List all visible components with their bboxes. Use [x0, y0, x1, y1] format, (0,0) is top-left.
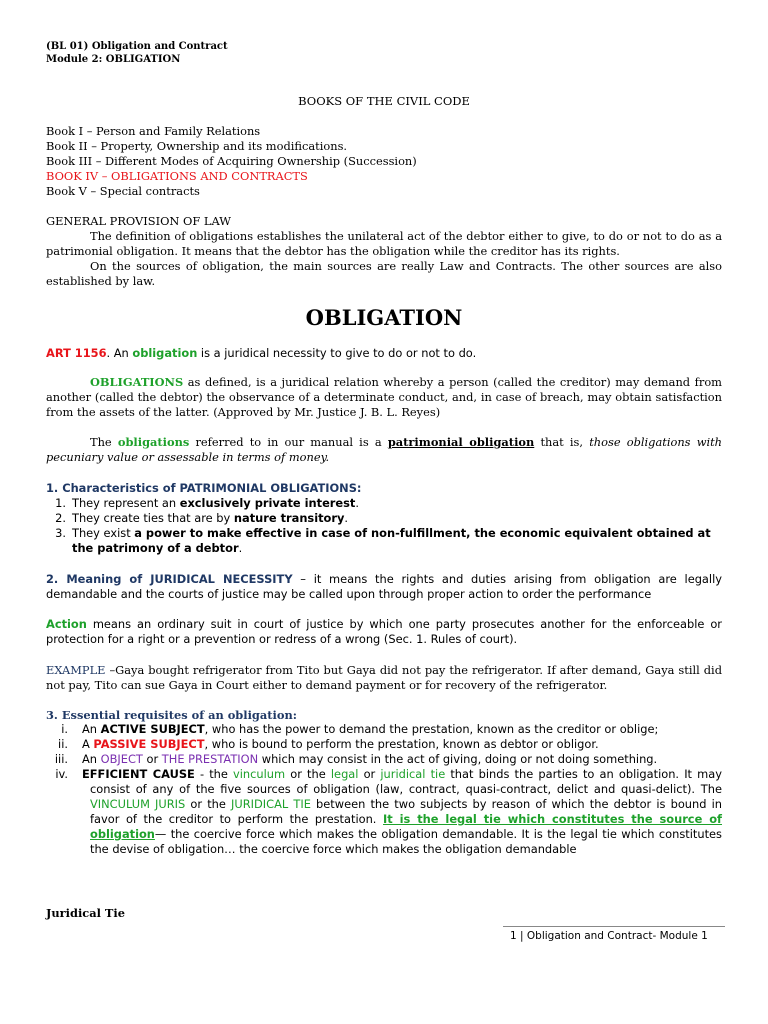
requisite-key: ACTIVE SUBJECT — [100, 722, 205, 736]
manual-text: referred to in our manual is a — [189, 435, 388, 449]
list-bold: exclusively private interest — [179, 496, 356, 510]
requisite-term: legal — [330, 767, 359, 781]
requisite-item — [46, 737, 722, 752]
list-bold: a power to make effective in case of non-fulfillment, the economic equivalent obtained at the patrimony of a debtor — [72, 526, 711, 555]
characteristics-list — [46, 496, 722, 556]
requisite-item — [46, 722, 722, 737]
requisite-text: , who has the power to demand the prestation, known as the creditor or oblige; — [204, 722, 659, 736]
manual-keyword: obligations — [117, 435, 190, 449]
characteristics-heading: 1. Characteristics of PATRIMONIAL OBLIGATIONS: — [46, 481, 362, 495]
requisites-heading: 3. Essential requisites of an obligation: — [46, 708, 297, 722]
action-text: means an ordinary suit in court of justice by which one party prosecutes another for the enforceable or protection for a right or a prevention or redress of a wrong (Sec. 1. Rules of court). — [46, 617, 722, 646]
books-heading: BOOKS OF THE CIVIL CODE — [298, 94, 470, 108]
requisite-number: i. — [61, 722, 68, 736]
list-text: . — [355, 496, 360, 510]
action-paragraph — [46, 617, 722, 647]
list-text: They represent an — [72, 496, 180, 510]
books-list — [46, 124, 417, 199]
requisite-item — [46, 767, 722, 857]
requisite-text: A — [82, 737, 94, 751]
book-item: Book V – Special contracts — [46, 184, 200, 198]
requisite-key: PASSIVE SUBJECT — [93, 737, 205, 751]
list-number: 2. — [55, 511, 66, 525]
module-header — [46, 40, 228, 66]
definition-text: as defined, is a juridical relation whereby a person (called the creditor) may demand from another (called the debtor) the observance of a determinate conduct, and, in case of breach, may obtain satisfaction from the assets of the latter. (Approved by Mr. Justice J. B. L. Reyes) — [46, 375, 722, 419]
list-item — [46, 511, 722, 526]
requisite-text: that binds the parties to an obligation. It may consist of any of the five sources of obligation (law, contract, quasi-contract, delict and quasi-delict). The — [90, 767, 722, 796]
article-label: ART 1156 — [46, 346, 107, 360]
general-paragraph-1: The definition of obligations establishes the unilateral act of the debtor either to give, to do or not to do as a patrimonial obligation. It means that the debtor has the obligation while the creditor has its rights. — [46, 229, 722, 258]
manual-bold-term: patrimonial obligation — [387, 435, 535, 449]
requisite-text: or the — [185, 797, 232, 811]
list-bold: nature transitory — [233, 511, 345, 525]
example-paragraph — [46, 663, 722, 693]
book-item: Book III – Different Modes of Acquiring Ownership (Succession) — [46, 154, 417, 168]
header-course: (BL 01) Obligation and Contract — [46, 41, 228, 52]
requisite-term: vinculum — [233, 767, 286, 781]
juridical-necessity-heading: 2. Meaning of JURIDICAL NECESSITY — [46, 572, 293, 586]
requisite-term: VINCULUM JURIS — [90, 797, 186, 811]
requisite-text: An — [82, 722, 101, 736]
general-paragraph-2: On the sources of obligation, the main sources are really Law and Contracts. The other sources are also established by law. — [46, 259, 722, 288]
example-keyword: EXAMPLE — [46, 663, 106, 677]
footer-divider — [503, 926, 725, 927]
page-title: OBLIGATION — [305, 305, 463, 330]
general-heading: GENERAL PROVISION OF LAW — [46, 214, 231, 228]
article-text: . An — [106, 346, 133, 360]
article-keyword: obligation — [132, 346, 198, 360]
manual-italic: those obligations with pecuniary value or assessable in terms of money. — [46, 435, 722, 464]
requisite-text: or — [358, 767, 381, 781]
list-text: . — [238, 541, 243, 555]
page-number: 1 — [510, 930, 517, 942]
manual-text: The — [90, 435, 118, 449]
requisite-text: - the — [194, 767, 234, 781]
requisite-number: iii. — [54, 752, 68, 766]
requisite-text: — the coercive force which makes the obligation demandable. It is the legal tie which constitutes the devise of obligation… the coercive force which makes the obligation demandable — [90, 827, 722, 856]
requisite-term: JURIDICAL TIE — [231, 797, 311, 811]
action-keyword: Action — [46, 617, 87, 631]
book-item: Book II – Property, Ownership and its modifications. — [46, 139, 348, 153]
requisite-text: or — [142, 752, 162, 766]
requisite-text: or the — [285, 767, 331, 781]
book-item: Book I – Person and Family Relations — [46, 124, 261, 138]
article-text: is a juridical necessity to give to do or not to do. — [197, 346, 477, 360]
requisite-item — [46, 752, 722, 767]
requisites-list — [46, 722, 722, 857]
page-footer — [510, 930, 708, 942]
requisite-number: ii. — [58, 737, 68, 751]
requisite-key: OBJECT — [100, 752, 143, 766]
list-text: They create ties that are by — [72, 511, 234, 525]
example-text: –Gaya bought refrigerator from Tito but Gaya did not pay the refrigerator. If after demand, Gaya still did not pay, Tito can sue Gaya in Court either to demand payment or for recovery of the refrigerator. — [46, 663, 722, 692]
juridical-necessity-paragraph — [46, 572, 722, 602]
requisite-number: iv. — [55, 767, 68, 781]
requisite-text: , who is bound to perform the prestation, known as debtor or obligor. — [204, 737, 599, 751]
list-item — [46, 496, 722, 511]
requisite-highlight: It is the legal tie which constitutes the source of obligation — [90, 812, 722, 841]
list-item — [46, 526, 722, 556]
list-number: 3. — [55, 526, 66, 540]
header-module: Module 2: OBLIGATION — [46, 54, 181, 65]
list-number: 1. — [55, 496, 66, 510]
requisite-term: juridical tie — [380, 767, 446, 781]
list-text: They exist — [72, 526, 135, 540]
manual-paragraph — [46, 435, 722, 465]
manual-text: that is, — [534, 435, 590, 449]
requisite-text: which may consist in the act of giving, doing or not doing something. — [258, 752, 658, 766]
requisite-key: EFFICIENT CAUSE — [82, 767, 195, 781]
juridical-tie-heading: Juridical Tie — [46, 906, 125, 920]
requisite-key: THE PRESTATION — [161, 752, 259, 766]
requisite-text: between the two subjects by reason of which the debtor is bound in favor of the creditor to perform the prestation. — [90, 797, 722, 826]
book-item-highlight: BOOK IV – OBLIGATIONS AND CONTRACTS — [46, 169, 308, 183]
footer-text: | Obligation and Contract- Module 1 — [516, 930, 708, 942]
definition-keyword: OBLIGATIONS — [90, 375, 184, 389]
requisite-text: An — [82, 752, 101, 766]
juridical-necessity-text: – it means the rights and duties arising from obligation are legally demandable and the courts of justice may be called upon through proper action to order the performance — [46, 572, 722, 601]
list-text: . — [344, 511, 349, 525]
definition-paragraph — [46, 375, 722, 420]
article-1156 — [46, 346, 476, 361]
